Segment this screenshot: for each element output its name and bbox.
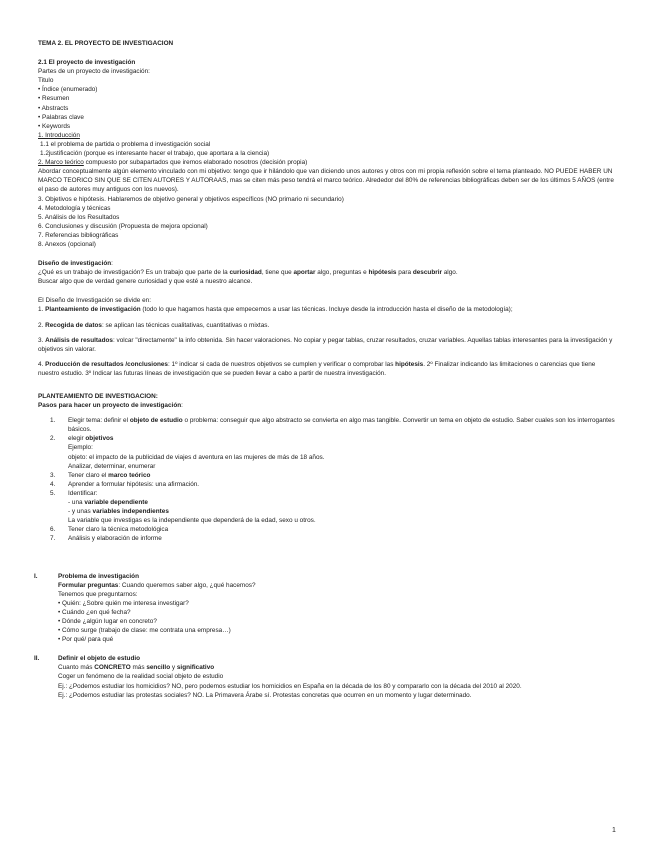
concreto-line: [58, 663, 618, 672]
diseno-phase-4: [38, 360, 618, 378]
planteamiento-subheading-line: [38, 401, 618, 410]
intro-label: 1. Introducción: [38, 131, 80, 139]
list-item: • Por qué/ para qué: [58, 636, 114, 644]
text-run-bold: sencillo: [146, 664, 171, 672]
parts-intro: Partes de un proyecto de investigación:: [38, 68, 150, 76]
step-number: 4.: [50, 480, 56, 488]
text-run-bold: hipótesis: [368, 269, 397, 277]
diseno-phase-1: [38, 305, 618, 314]
step-4: [38, 480, 618, 489]
section-numeral: II.: [34, 655, 40, 663]
diseno-heading-colon: :: [111, 260, 113, 268]
text-run: Identificar:: [68, 489, 98, 497]
text-run-bold: marco teórico: [108, 471, 151, 479]
step-5-line: [38, 498, 618, 507]
list-item: 6. Conclusiones y discusión (Propuesta de mejora opcional): [38, 222, 208, 230]
text-run: o problema: conseguir que algo abstracto se convierta en algo mas tangible. Convertir un tema en objeto de estudio. Saber cuales son los interrogantes básicos.: [68, 417, 615, 434]
example-2: Ej.: ¿Podemos estudiar las protestas sociales? NO. La Primavera Árabe sí. Protestas concretas que ocurren en un momento y lugar determinado.: [58, 691, 472, 699]
section-i-heading: Problema de investigación: [58, 572, 139, 580]
phase-text: (todo lo que hagamos hasta que empecemos a usar las técnicas. Incluye desde la introducción hasta el diseño de la metodología);: [140, 306, 513, 314]
text-run: - y unas: [68, 508, 93, 516]
text-run: Cuanto más: [58, 664, 95, 672]
list-item: 8. Anexos (opcional): [38, 240, 96, 248]
list-item: • Palabras clave: [38, 113, 84, 121]
document-title: TEMA 2. EL PROYECTO DE INVESTIGACION: [38, 40, 174, 47]
list-item: 7. Referencias bibliográficas: [38, 231, 119, 239]
document-body: [34, 39, 618, 700]
marco-teorico-description: Abordar conceptualmente algún elemento vinculado con mi objetivo: tengo que ir hilándolo que van diciendo unos autores y otros con mi propia reflexión sobre el tema planteado. NO PUEDE HABER UN MARCO TEORICO SIN QUE SE CITEN AUTORES Y AUTORAAS, mas se citen más peso tendrá el marco teórico. Alrededor del 80% de referencias bibliográficas deben ser de los últimos 5 AÑOS (entre el paso de autores muy antiguos con los nuevos).: [38, 168, 614, 194]
section-2-1-heading: 2.1 El proyecto de investigación: [38, 59, 136, 67]
text-run-bold: Formular preguntas: [58, 581, 119, 589]
planteamiento-subheading: Pasos para hacer un proyecto de investigación: [38, 402, 182, 410]
text-run: Tener claro la técnica metodológica: [68, 526, 169, 534]
step-number: 2.: [50, 435, 56, 443]
step-5-line: [38, 507, 618, 516]
text-run-bold: aportar: [293, 269, 316, 277]
tenemos-que: Tenemos que preguntarnos:: [58, 590, 138, 598]
list-item: 3. Objetivos e hipótesis. Hablaremos de objetivo general y objetivos específicos (NO primario ni secundario): [38, 195, 344, 203]
step-1: [38, 416, 618, 434]
step-2-line: Analizar, determinar, enumerar: [68, 462, 156, 470]
list-item: • Índice (enumerado): [38, 86, 98, 94]
step-7: [38, 534, 618, 543]
text-run: algo, preguntas e: [315, 269, 369, 277]
intro-item: 1.2justificación (porque es interesante hacer el trabajo, que aportara a la ciencia): [40, 150, 270, 158]
coger-line: Coger un fenómeno de la realidad social objeto de estudio: [58, 673, 224, 681]
diseno-question: [38, 268, 618, 277]
phase-text: : 1º indicar si cada de nuestros objetivos se cumplen y verificar o comprobar las: [167, 360, 396, 368]
page-number: 1: [612, 827, 616, 834]
diseno-divide: El Diseño de Investigación se divide en:: [38, 297, 151, 305]
text-run-bold: curiosidad: [229, 269, 262, 277]
phase-text: : volcar "directamente" la info obtenida. Sin hacer valoraciones. No copiar y pegar tablas, cruzar resultados, cruzar variables. Aquellas tablas interesantes para la investigación y objetivos sin valorar.: [38, 336, 613, 353]
step-number: 5.: [50, 489, 56, 497]
marco-teorico-line: [38, 158, 618, 167]
section-i: [34, 572, 618, 645]
phase-number: 4.: [38, 360, 46, 368]
text-run-bold: variable dependiente: [84, 499, 148, 507]
phase-number: 1.: [38, 306, 46, 314]
text-run: algo.: [441, 269, 458, 277]
phase-text-bold: hipótesis: [395, 360, 424, 368]
text-run: para: [396, 269, 413, 277]
diseno-phase-2: [38, 321, 618, 330]
step-2-line: objeto: el impacto de la publicidad de viajes d aventura en las mujeres de más de 18 años.: [68, 453, 325, 461]
text-run: Elegir tema: definir el: [68, 417, 130, 425]
step-2-line: Ejemplo:: [68, 444, 93, 452]
list-item: • Cómo surge (trabajo de clase: me contrata una empresa…): [58, 627, 231, 635]
diseno-heading: Diseño de investigación: [38, 260, 112, 268]
phase-number: 3.: [38, 336, 46, 344]
text-run-bold: objeto de estudio: [129, 417, 183, 425]
step-2: [38, 434, 618, 443]
phase-title: Planteamiento de investigación: [45, 306, 141, 314]
text-run: : Cuando queremos saber algo, ¿qué hacemos?: [118, 581, 256, 589]
list-item: 5. Análisis de los Resultados: [38, 213, 120, 221]
step-3: [38, 471, 618, 480]
text-run: elegir: [68, 435, 86, 443]
section-ii: [34, 654, 618, 699]
section-numeral: I.: [34, 572, 38, 580]
step-number: 7.: [50, 535, 56, 543]
text-run: Tener claro el: [68, 471, 109, 479]
text-run: más: [130, 664, 147, 672]
list-item: • Cuándo ¿en qué fecha?: [58, 608, 131, 616]
text-run: ¿Qué es un trabajo de investigación? Es un trabajo que parte de la: [38, 269, 230, 277]
text-run-bold: variables independientes: [92, 508, 169, 516]
text-run: y: [170, 664, 177, 672]
list-item: • Resumen: [38, 95, 70, 103]
phase-title: Producción de resultados /conclusiones: [45, 360, 168, 368]
list-item: • Keywords: [38, 122, 71, 130]
phase-number: 2.: [38, 321, 46, 329]
phase-text: : se aplican las técnicas cualitativas, cuantitativas o mixtas.: [101, 321, 270, 329]
text-run: - una: [68, 499, 85, 507]
step-number: 3.: [50, 471, 56, 479]
text-run-bold: CONCRETO: [94, 664, 131, 672]
parts-titulo: Titulo: [38, 77, 54, 85]
intro-item: 1.1 el problema de partida o problema d investigación social: [40, 140, 211, 148]
phase-text: . 2º Finalizar indicando las limitaciones o carencias que tiene nuestro estudio. 3º Indicar las futuras líneas de investigación que se pueden llevar a cabo a partir de nuestra investigación.: [38, 360, 596, 377]
step-number: 6.: [50, 526, 56, 534]
step-5: [38, 489, 618, 498]
phase-title: Análisis de resultados: [45, 336, 113, 344]
example-1: Ej.: ¿Podemos estudiar los homicidios? NO, pero podemos estudiar los homicidios en España en la década de los 80 y compararlo con la década del 2010 al 2020.: [58, 682, 522, 690]
marco-teorico-rest: compuesto por subapartados que iremos elaborado nosotros (decisión propia): [83, 159, 308, 167]
list-item: • Dónde ¿algún lugar en concreto?: [58, 617, 157, 625]
text-run: Aprender a formular hipótesis: una afirmación.: [68, 480, 200, 488]
step-5-line: La variable que investigas es la independiente que dependerá de la edad, sexo u otros.: [68, 517, 316, 525]
diseno-heading-line: [38, 259, 618, 268]
diseno-buscar: Buscar algo que de verdad genere curiosidad y que esté a nuestro alcance.: [38, 278, 253, 286]
text-run: , tiene que: [261, 269, 294, 277]
step-6: [38, 525, 618, 534]
list-item: • Quién: ¿Sobre quién me interesa investigar?: [58, 599, 189, 607]
phase-title: Recogida de datos: [45, 321, 102, 329]
list-item: 4. Metodología y técnicas: [38, 204, 111, 212]
text-run-bold: objetivos: [85, 435, 114, 443]
text-run-bold: significativo: [176, 664, 215, 672]
formular-preguntas: [58, 581, 618, 590]
planteamiento-heading: PLANTEAMIENTO DE INVESTIGACION:: [38, 393, 158, 400]
list-item: • Abstracts: [38, 104, 69, 112]
text-run: Análisis y elaboración de informe: [68, 535, 162, 543]
text-run-bold: descubrir: [412, 269, 442, 277]
planteamiento-subheading-colon: :: [181, 402, 183, 410]
section-ii-heading: Definir el objeto de estudio: [58, 655, 141, 663]
step-number: 1.: [50, 417, 56, 425]
diseno-phase-3: [38, 336, 618, 354]
marco-teorico-label: 2. Marco teórico: [38, 159, 84, 167]
